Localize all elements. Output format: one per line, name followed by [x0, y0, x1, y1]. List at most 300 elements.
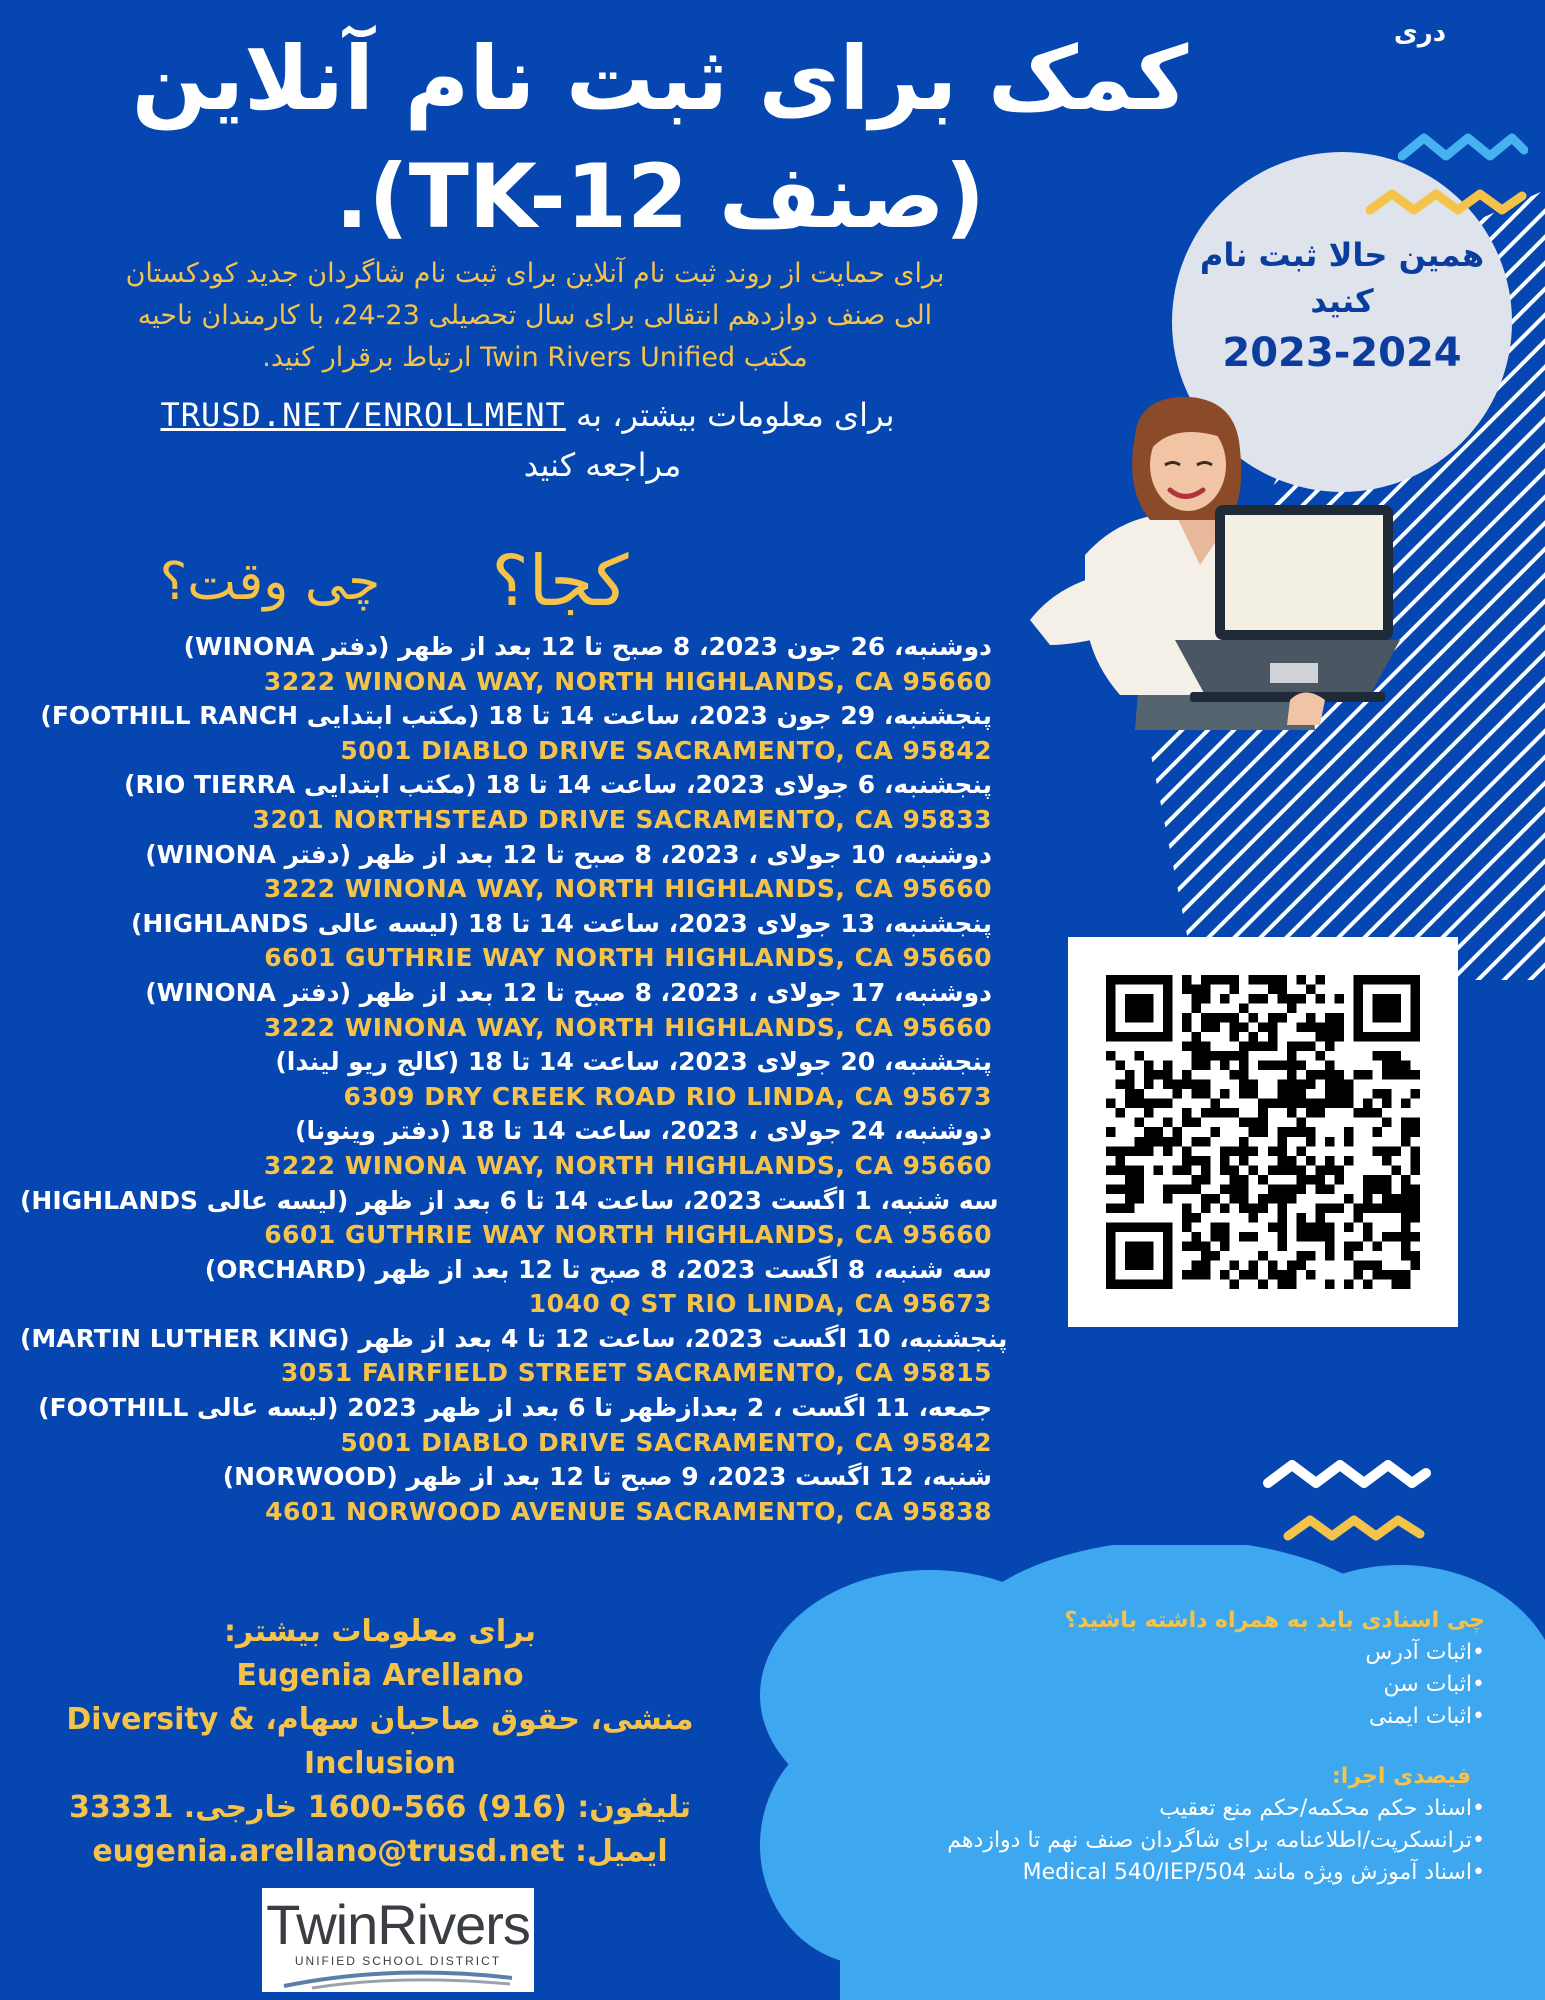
qr-module: [1363, 975, 1373, 985]
qr-module: [1249, 1203, 1259, 1213]
qr-module: [1135, 1013, 1145, 1023]
qr-module: [1239, 1203, 1249, 1213]
qr-module: [1144, 1251, 1154, 1261]
schedule-address: 3222 WINONA WAY, NORTH HIGHLANDS, CA 95660: [263, 874, 992, 904]
qr-module: [1268, 1042, 1278, 1052]
qr-module: [1391, 1165, 1401, 1175]
qr-module: [1230, 975, 1240, 985]
qr-module: [1230, 1146, 1240, 1156]
qr-module: [1220, 1089, 1230, 1099]
qr-module: [1344, 1251, 1354, 1261]
qr-module: [1410, 1146, 1420, 1156]
qr-module: [1296, 1184, 1306, 1194]
qr-module: [1144, 1127, 1154, 1137]
qr-module: [1192, 1089, 1202, 1099]
qr-module: [1372, 1175, 1382, 1185]
qr-module: [1192, 1051, 1202, 1061]
qr-module: [1135, 1251, 1145, 1261]
qr-module: [1182, 1241, 1192, 1251]
qr-module: [1410, 1194, 1420, 1204]
qr-module: [1249, 1032, 1259, 1042]
qr-module: [1249, 1213, 1259, 1223]
qr-module: [1106, 1146, 1116, 1156]
qr-module: [1382, 1270, 1392, 1280]
qr-module: [1315, 1203, 1325, 1213]
qr-module: [1277, 1137, 1287, 1147]
qr-module: [1410, 994, 1420, 1004]
qr-module: [1268, 1032, 1278, 1042]
qr-module: [1230, 1032, 1240, 1042]
qr-module: [1144, 1070, 1154, 1080]
when-heading: چی وقت؟: [159, 552, 381, 612]
qr-module: [1287, 1061, 1297, 1071]
qr-module: [1230, 1184, 1240, 1194]
qr-module: [1230, 1108, 1240, 1118]
schedule-address: 1040 Q ST RIO LINDA, CA 95673: [528, 1289, 992, 1319]
qr-module: [1106, 1260, 1116, 1270]
qr-module: [1125, 1004, 1135, 1014]
qr-module: [1173, 1184, 1183, 1194]
qr-module: [1239, 1146, 1249, 1156]
qr-module: [1277, 1146, 1287, 1156]
language-tag: دری: [1393, 18, 1447, 48]
qr-module: [1382, 994, 1392, 1004]
contact-name: Eugenia Arellano: [236, 1658, 524, 1693]
qr-module: [1154, 1137, 1164, 1147]
qr-module: [1230, 1260, 1240, 1270]
qr-module: [1410, 1232, 1420, 1242]
qr-module: [1144, 1004, 1154, 1014]
qr-module: [1106, 1184, 1116, 1194]
where-heading: کجا؟: [491, 540, 629, 622]
qr-module: [1116, 1061, 1126, 1071]
qr-module: [1296, 1165, 1306, 1175]
qr-module: [1372, 1260, 1382, 1270]
qr-module: [1201, 1270, 1211, 1280]
qr-module: [1296, 1042, 1306, 1052]
intro-text: [30, 253, 1040, 379]
qr-module: [1306, 1156, 1316, 1166]
qr-module: [1277, 1213, 1287, 1223]
qr-module: [1296, 994, 1306, 1004]
qr-module: [1239, 1080, 1249, 1090]
qr-module: [1306, 1023, 1316, 1033]
qr-module: [1268, 1270, 1278, 1280]
qr-module: [1239, 1184, 1249, 1194]
qr-module: [1382, 1203, 1392, 1213]
contact-email[interactable]: ایمیل: eugenia.arellano@trusd.net: [92, 1834, 668, 1869]
qr-module: [1353, 985, 1363, 995]
qr-module: [1401, 1175, 1411, 1185]
qr-module: [1144, 1222, 1154, 1232]
qr-module: [1353, 994, 1363, 1004]
intro-line: مکتب Twin Rivers Unified ارتباط برقرار کنید.: [262, 342, 808, 373]
qr-module: [1391, 1032, 1401, 1042]
qr-module: [1353, 1070, 1363, 1080]
qr-module: [1334, 1032, 1344, 1042]
qr-module: [1201, 1241, 1211, 1251]
qr-module: [1106, 1241, 1116, 1251]
qr-module: [1287, 1279, 1297, 1289]
qr-module: [1344, 1156, 1354, 1166]
qr-module: [1249, 1260, 1259, 1270]
qr-module: [1192, 985, 1202, 995]
qr-module: [1315, 1051, 1325, 1061]
qr-module: [1277, 1270, 1287, 1280]
qr-module: [1182, 1080, 1192, 1090]
qr-module: [1391, 1270, 1401, 1280]
qr-module: [1325, 1137, 1335, 1147]
qr-module: [1325, 1013, 1335, 1023]
qr-module: [1391, 1232, 1401, 1242]
qr-module: [1116, 975, 1126, 985]
qr-module: [1211, 1222, 1221, 1232]
qr-module: [1353, 1270, 1363, 1280]
qr-module: [1353, 1260, 1363, 1270]
qr-module: [1106, 1032, 1116, 1042]
qr-module: [1163, 985, 1173, 995]
qr-module: [1287, 1184, 1297, 1194]
qr-module: [1220, 1156, 1230, 1166]
qr-module: [1277, 975, 1287, 985]
qr-module: [1230, 1175, 1240, 1185]
more-info-prefix: برای معلومات بیشتر، به: [575, 396, 895, 434]
qr-module: [1334, 1089, 1344, 1099]
qr-module: [1116, 1080, 1126, 1090]
qr-module: [1344, 1099, 1354, 1109]
qr-module: [1258, 994, 1268, 1004]
enroll-year: 2023-2024: [1222, 330, 1462, 376]
qr-module: [1116, 1222, 1126, 1232]
qr-module: [1182, 1042, 1192, 1052]
qr-module: [1306, 1127, 1316, 1137]
qr-module: [1249, 1089, 1259, 1099]
qr-module: [1363, 1184, 1373, 1194]
qr-module: [1239, 1070, 1249, 1080]
qr-module: [1287, 1156, 1297, 1166]
qr-module: [1363, 1232, 1373, 1242]
qr-module: [1201, 1080, 1211, 1090]
qr-module: [1315, 1184, 1325, 1194]
qr-module: [1163, 1032, 1173, 1042]
qr-module: [1334, 1165, 1344, 1175]
qr-module: [1135, 1241, 1145, 1251]
qr-module: [1296, 1213, 1306, 1223]
qr-module: [1391, 1013, 1401, 1023]
contact-phone: تلیفون: (916) 566-1600 خارجی. 33331: [68, 1790, 692, 1825]
qr-module: [1211, 1023, 1221, 1033]
qr-module: [1125, 975, 1135, 985]
wave-decoration-icon: [1282, 1510, 1432, 1546]
qr-module: [1106, 1203, 1116, 1213]
qr-module: [1401, 1127, 1411, 1137]
qr-module: [1106, 1270, 1116, 1280]
qr-module: [1163, 1099, 1173, 1109]
qr-module: [1277, 1184, 1287, 1194]
qr-module: [1163, 1279, 1173, 1289]
schedule-address: 6601 GUTHRIE WAY NORTH HIGHLANDS, CA 95660: [264, 1220, 992, 1250]
intro-line: برای حمایت از روند ثبت نام آنلاین برای ثبت نام شاگردان جدید کودکستان: [125, 258, 945, 289]
documents-item: •اثبات آدرس: [1365, 1640, 1485, 1665]
qr-module: [1344, 1080, 1354, 1090]
qr-module: [1372, 1004, 1382, 1014]
qr-module: [1363, 1099, 1373, 1109]
enrollment-link[interactable]: TRUSD.NET/ENROLLMENT: [160, 396, 566, 434]
logo-subtitle: UNIFIED SCHOOL DISTRICT: [294, 1954, 502, 1968]
enroll-now-line2: کنید: [1310, 282, 1374, 320]
qr-module: [1135, 1032, 1145, 1042]
qr-module: [1287, 1270, 1297, 1280]
qr-module: [1315, 1032, 1325, 1042]
qr-module: [1154, 975, 1164, 985]
qr-module: [1353, 1032, 1363, 1042]
qr-module: [1163, 1137, 1173, 1147]
qr-module: [1410, 1165, 1420, 1175]
qr-module: [1163, 1241, 1173, 1251]
qr-module: [1144, 1279, 1154, 1289]
qr-module: [1382, 975, 1392, 985]
qr-module: [1296, 1080, 1306, 1090]
schedule-address: 5001 DIABLO DRIVE SACRAMENTO, CA 95842: [340, 1427, 992, 1457]
qr-module: [1315, 1175, 1325, 1185]
qr-module: [1192, 1042, 1202, 1052]
qr-module: [1268, 1061, 1278, 1071]
qr-module: [1287, 1127, 1297, 1137]
qr-module: [1220, 1232, 1230, 1242]
qr-module: [1382, 1061, 1392, 1071]
schedule-info: دوشنبه، 26 جون 2023، 8 صبح تا 12 بعد از ظهر (دفتر WINONA): [183, 632, 992, 661]
qr-module: [1220, 1108, 1230, 1118]
qr-module: [1239, 1232, 1249, 1242]
qr-module: [1154, 1070, 1164, 1080]
qr-module: [1144, 1260, 1154, 1270]
qr-module: [1382, 1194, 1392, 1204]
qr-module: [1315, 1108, 1325, 1118]
qr-module: [1344, 1279, 1354, 1289]
qr-module: [1325, 1279, 1335, 1289]
qr-module: [1201, 1023, 1211, 1033]
qr-module: [1334, 1099, 1344, 1109]
qr-module: [1192, 1270, 1202, 1280]
qr-module: [1182, 1146, 1192, 1156]
qr-module: [1154, 1032, 1164, 1042]
qr-module: [1182, 1270, 1192, 1280]
qr-module: [1391, 975, 1401, 985]
qr-module: [1239, 1004, 1249, 1014]
qr-module: [1277, 1165, 1287, 1175]
qr-module: [1401, 1070, 1411, 1080]
qr-module: [1182, 985, 1192, 995]
qr-module: [1201, 1165, 1211, 1175]
qr-module: [1277, 985, 1287, 995]
qr-module: [1144, 1108, 1154, 1118]
qr-module: [1201, 1260, 1211, 1270]
qr-module: [1163, 1023, 1173, 1033]
qr-module: [1296, 1089, 1306, 1099]
qr-module: [1106, 1127, 1116, 1137]
qr-module: [1163, 1061, 1173, 1071]
qr-module: [1116, 1184, 1126, 1194]
qr-module: [1401, 1118, 1411, 1128]
qr-module: [1182, 1118, 1192, 1128]
qr-module: [1163, 1013, 1173, 1023]
qr-module: [1116, 1165, 1126, 1175]
qr-module: [1382, 1146, 1392, 1156]
qr-module: [1277, 994, 1287, 1004]
qr-module: [1220, 1165, 1230, 1175]
schedule-info: (FOOTHILL RANCH مکتب ابتدایی) پنجشنبه، 29 جون 2023، ساعت 14 تا 18: [40, 701, 992, 731]
qr-module: [1163, 1222, 1173, 1232]
qr-module: [1249, 1042, 1259, 1052]
qr-module: [1220, 1013, 1230, 1023]
qr-module: [1382, 1118, 1392, 1128]
schedule-address: 5001 DIABLO DRIVE SACRAMENTO, CA 95842: [340, 735, 992, 765]
qr-module: [1144, 994, 1154, 1004]
qr-module: [1391, 1004, 1401, 1014]
qr-module: [1125, 1222, 1135, 1232]
qr-module: [1344, 1241, 1354, 1251]
qr-module: [1163, 1251, 1173, 1261]
qr-module: [1268, 1146, 1278, 1156]
qr-module: [1125, 1203, 1135, 1213]
qr-module: [1410, 1013, 1420, 1023]
qr-module: [1230, 1165, 1240, 1175]
qr-module: [1382, 1156, 1392, 1166]
qr-module: [1163, 994, 1173, 1004]
qr-module: [1334, 1023, 1344, 1033]
qr-module: [1296, 1061, 1306, 1071]
qr-module: [1315, 1232, 1325, 1242]
qr-module: [1325, 1232, 1335, 1242]
qr-module: [1410, 975, 1420, 985]
qr-module: [1315, 1099, 1325, 1109]
qr-module: [1182, 1023, 1192, 1033]
qr-module: [1125, 1099, 1135, 1109]
wave-decoration-icon: [1366, 184, 1530, 224]
qr-module: [1363, 1175, 1373, 1185]
qr-code[interactable]: [1068, 937, 1458, 1327]
qr-module: [1125, 994, 1135, 1004]
qr-module: [1363, 1194, 1373, 1204]
qr-module: [1306, 1137, 1316, 1147]
qr-module: [1135, 975, 1145, 985]
qr-module: [1192, 1241, 1202, 1251]
qr-module: [1106, 1013, 1116, 1023]
qr-module: [1306, 985, 1316, 995]
qr-module: [1277, 1127, 1287, 1137]
qr-module: [1144, 1146, 1154, 1156]
qr-module: [1401, 1222, 1411, 1232]
qr-module: [1106, 1099, 1116, 1109]
qr-module: [1353, 1004, 1363, 1014]
qr-module: [1353, 1213, 1363, 1223]
qr-module: [1296, 1232, 1306, 1242]
documents-item: •اثبات ایمنی: [1368, 1704, 1485, 1729]
schedule-info: (WINONA دفتر) دوشنبه، 10 جولای ، 2023، 8 صبح تا 12 بعد از ظهر: [145, 839, 992, 869]
qr-module: [1230, 1194, 1240, 1204]
logo-swoosh-icon: [282, 1968, 514, 1990]
qr-module: [1249, 975, 1259, 985]
qr-module: [1192, 1061, 1202, 1071]
qr-module: [1125, 1089, 1135, 1099]
qr-module: [1401, 1251, 1411, 1261]
qr-module: [1192, 1156, 1202, 1166]
qr-module: [1277, 1099, 1287, 1109]
qr-module: [1306, 1222, 1316, 1232]
qr-module: [1135, 1051, 1145, 1061]
qr-module: [1325, 1165, 1335, 1175]
qr-module: [1363, 1032, 1373, 1042]
qr-module: [1268, 1194, 1278, 1204]
qr-module: [1201, 994, 1211, 1004]
qr-module: [1410, 1089, 1420, 1099]
qr-module: [1401, 1203, 1411, 1213]
qr-module: [1230, 1279, 1240, 1289]
qr-code-icon: [1106, 975, 1420, 1289]
qr-module: [1258, 1061, 1268, 1071]
qr-module: [1306, 1108, 1316, 1118]
qr-module: [1287, 1004, 1297, 1014]
qr-module: [1372, 1146, 1382, 1156]
qr-module: [1125, 1070, 1135, 1080]
qr-module: [1163, 1118, 1173, 1128]
qr-module: [1334, 1175, 1344, 1185]
schedule-list: [20, 630, 1008, 1529]
qr-module: [1315, 1023, 1325, 1033]
qr-module: [1334, 1203, 1344, 1213]
qr-module: [1268, 1165, 1278, 1175]
qr-module: [1249, 1232, 1259, 1242]
qr-module: [1163, 1004, 1173, 1014]
qr-module: [1154, 1279, 1164, 1289]
qr-module: [1182, 1013, 1192, 1023]
qr-module: [1211, 1051, 1221, 1061]
schedule-info: (WINONA دفتر) دوشنبه، 17 جولای ، 2023، 8 صبح تا 12 بعد از ظهر: [145, 977, 992, 1007]
qr-module: [1363, 1203, 1373, 1213]
qr-module: [1249, 1146, 1259, 1156]
qr-module: [1277, 1222, 1287, 1232]
qr-module: [1296, 1127, 1306, 1137]
qr-module: [1344, 1089, 1354, 1099]
qr-module: [1173, 1080, 1183, 1090]
qr-module: [1277, 1061, 1287, 1071]
qr-module: [1410, 1004, 1420, 1014]
qr-module: [1125, 1165, 1135, 1175]
qr-module: [1211, 1013, 1221, 1023]
qr-module: [1363, 1222, 1373, 1232]
qr-module: [1163, 1232, 1173, 1242]
qr-module: [1201, 1051, 1211, 1061]
qr-module: [1391, 1279, 1401, 1289]
contact-role: منشی، حقوق صاحبان سهام، & Diversity: [66, 1702, 694, 1737]
qr-module: [1220, 1241, 1230, 1251]
qr-module: [1125, 1260, 1135, 1270]
qr-module: [1325, 1089, 1335, 1099]
qr-module: [1401, 975, 1411, 985]
qr-module: [1116, 1279, 1126, 1289]
qr-module: [1182, 1203, 1192, 1213]
schedule-info: (HIGHLANDS لیسه عالی) پنجشنبه، 13 جولای 2023، ساعت 14 تا 18: [130, 908, 992, 938]
qr-module: [1410, 1032, 1420, 1042]
documents-section: [770, 1605, 1485, 1889]
qr-module: [1268, 1099, 1278, 1109]
qr-module: [1401, 1194, 1411, 1204]
qr-module: [1315, 1222, 1325, 1232]
qr-module: [1249, 1127, 1259, 1137]
qr-module: [1325, 1042, 1335, 1052]
qr-module: [1401, 1232, 1411, 1242]
qr-module: [1144, 1137, 1154, 1147]
